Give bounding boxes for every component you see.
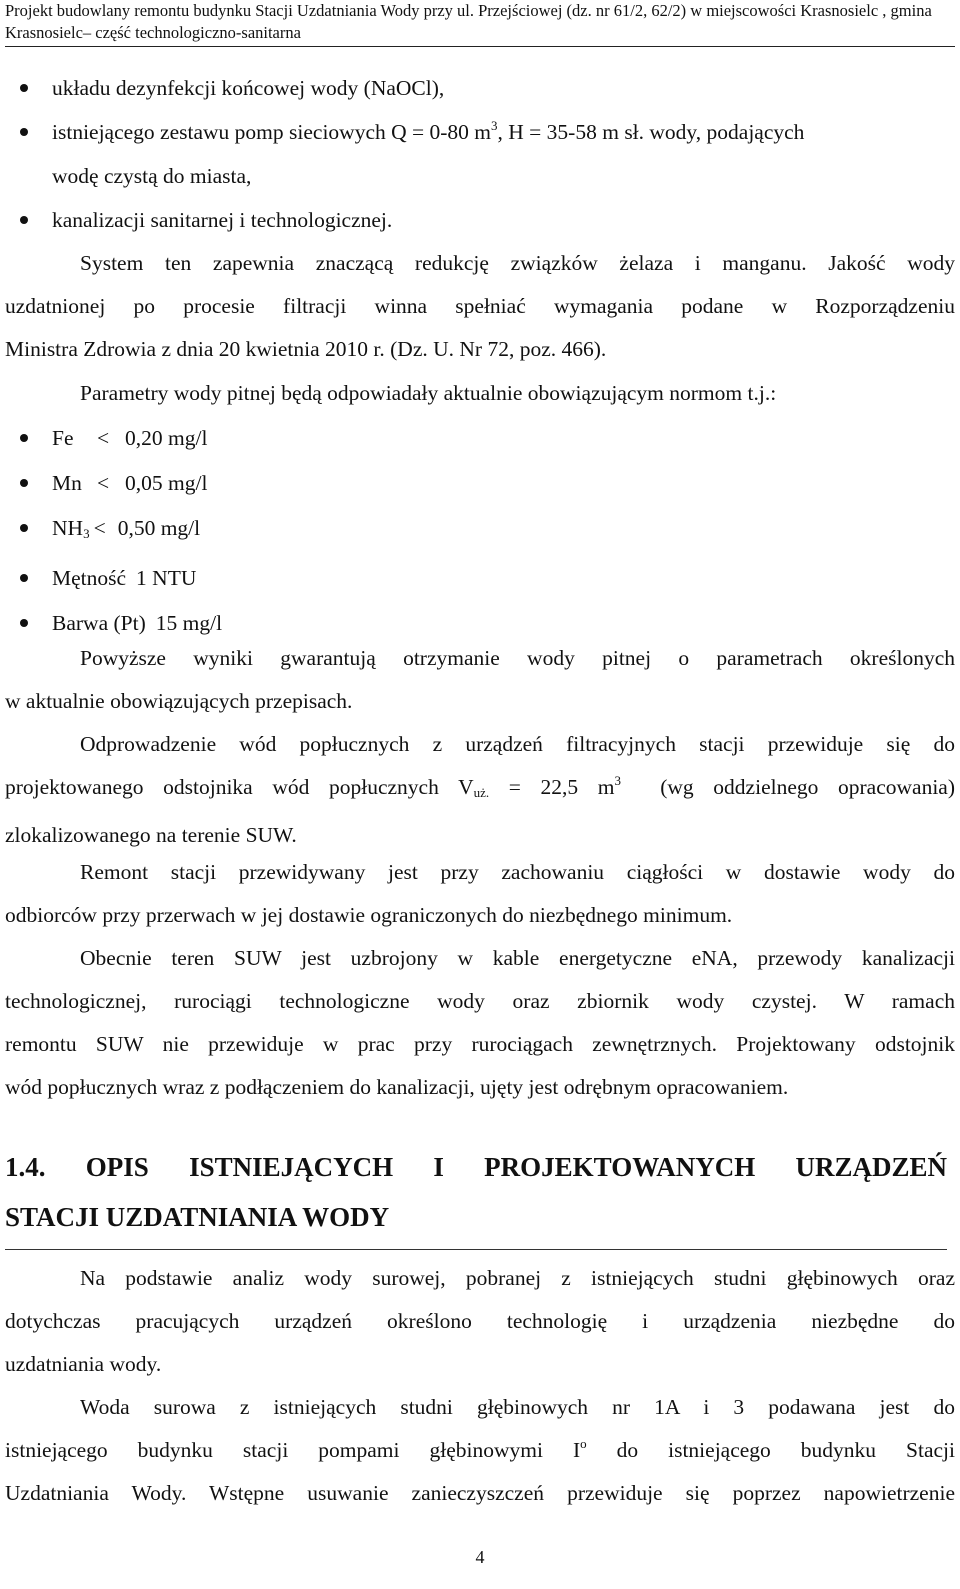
paragraph-system: System ten zapewnia znaczącą redukcję związków żelaza i manganu. Jakość wody uzdatnionej po procesie filtracji winna spełniać wymagania podane w Rozporządzeniu Ministra Zdrowia z dnia 20 kwietnia 2010 r. (Dz. U. Nr 72, poz. 466).	[5, 251, 955, 361]
equipment-list	[0, 66, 960, 242]
paragraph-repair: Remont stacji przewidywany jest przy zachowaniu ciągłości w dostawie wody do odbiorców przy przerwach w jej dostawie ograniczonych do niezbędnego minimum.	[5, 860, 955, 927]
paragraph-analysis: Na podstawie analiz wody surowej, pobranej z istniejących studni głębinowych oraz dotychczas pracujących urządzeń określono technologię i urządzenia niezbędne do uzdatniania wody.	[5, 1266, 955, 1376]
paragraph-area: Obecnie teren SUW jest uzbrojony w kable energetyczne eNA, przewody kanalizacji technologicznej, rurociągi technologiczne wody oraz zbiornik wody czystej. W ramach remontu SUW nie przewiduje w prac przy rurociągach zewnętrznych. Projektowany odstojnik wód popłucznych wraz z podłączeniem do kanalizacji, ujęty jest odrębnym opracowaniem.	[5, 946, 955, 1099]
list-item: Barwa (Pt) 15 mg/l	[0, 601, 960, 646]
bullet-icon	[20, 479, 28, 487]
list-item: Mętność 1 NTU	[0, 556, 960, 601]
header-line-1: Projekt budowlany remontu budynku Stacji Uzdatniania Wody przy ul. Przejściowej (dz. nr 61/2, 62/2) w miejscowości Krasnosielc , gmina	[5, 1, 932, 20]
list-item: $NH_3 < 0,50$ mg/l	[0, 506, 960, 556]
list-item: Fe < 0,20 mg/l	[0, 416, 960, 461]
paragraph-raw-water: Woda surowa z istniejących studni głębinowych nr 1A i 3 podawana jest do istniejącego budynku stacji pompami głębinowymi $I^o$ do istniejącego budynku Stacji Uzdatniania Wody. Wstępne usuwanie zanieczyszczeń przewiduje się poprzez napowietrzenie	[5, 1395, 955, 1505]
bullet-icon	[20, 128, 28, 136]
paragraph-discharge: Odprowadzenie wód popłucznych z urządzeń filtracyjnych stacji przewiduje się do projektowanego odstojnika wód popłucznych $V_{uż.} = 22,5$ $m^3$ (wg oddzielnego opracowania) zlokalizowanego na terenie SUW.	[5, 732, 955, 847]
bullet-icon	[20, 574, 28, 582]
running-header	[5, 0, 955, 47]
page-number: 4	[475, 1547, 485, 1567]
list-item: układu dezynfekcji końcowej wody (NaOCl),	[0, 66, 960, 110]
header-line-2: Krasnosielc– część technologiczno-sanitarna	[5, 23, 301, 42]
bullet-icon	[20, 434, 28, 442]
section-heading: 1.4. OPIS ISTNIEJĄCYCH I PROJEKTOWANYCH URZĄDZEŃ STACJI UZDATNIANIA WODY	[5, 1152, 947, 1232]
parameters-list	[0, 416, 960, 646]
bullet-icon	[20, 619, 28, 627]
paragraph-results: Powyższe wyniki gwarantują otrzymanie wody pitnej o parametrach określonych w aktualnie obowiązujących przepisach.	[5, 646, 955, 713]
list-item: istniejącego zestawu pomp sieciowych Q = 0-80 $m^3$, H = 35-58 m sł. wody, podających wodę czystą do miasta,	[0, 110, 960, 198]
list-item: Mn < 0,05 mg/l	[0, 461, 960, 506]
bullet-icon	[20, 216, 28, 224]
list-item: kanalizacji sanitarnej i technologicznej.	[0, 198, 960, 242]
paragraph-parameters-intro: Parametry wody pitnej będą odpowiadały aktualnie obowiązującym normom t.j.:	[80, 381, 777, 405]
bullet-icon	[20, 524, 28, 532]
heading-divider	[5, 1249, 947, 1250]
bullet-icon	[20, 84, 28, 92]
